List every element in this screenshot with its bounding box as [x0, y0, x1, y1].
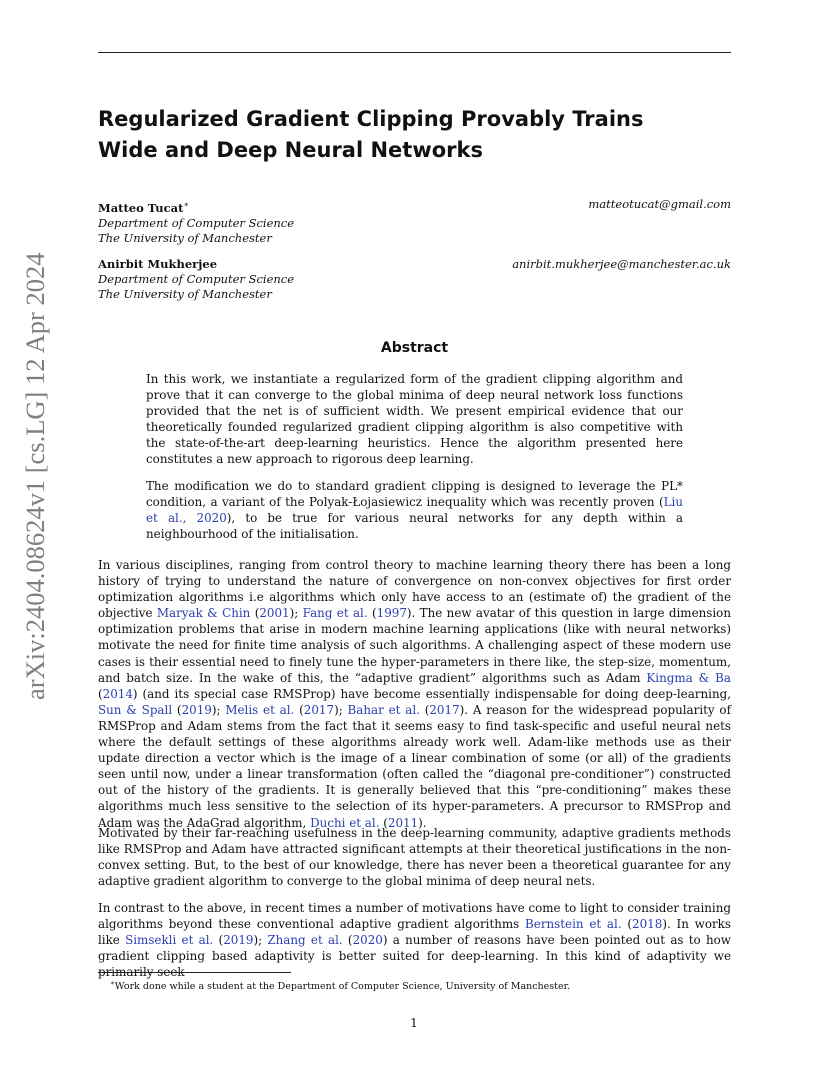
citation-link[interactable]: 1997 [376, 606, 407, 621]
paragraph-text: Motivated by their far-reaching usefulness in the deep-learning community, adaptive gradients methods like RMSProp and Adam have attracted significant attempts at their theoretical justifications in the non-convex setting. But, to the best of our knowledge, there has never been a theoretical guarantee for any adaptive gradient algorithm to converge to the global minima of deep neural nets. [98, 826, 731, 889]
author-name: Anirbit Mukherjee [98, 257, 218, 271]
citation-link[interactable]: 2014 [102, 686, 133, 701]
citation-link[interactable]: Bahar et al. [347, 702, 420, 717]
paragraph-text: ) (and its special case RMSProp) have become essentially indispensable for doing deep-learning, [132, 686, 731, 701]
paragraph-text: ( [342, 933, 353, 948]
paragraph-text: ( [621, 917, 633, 932]
paragraph-text: ); [253, 933, 268, 948]
citation-link[interactable]: Zhang et al. [267, 933, 343, 948]
paragraph-text: ( [213, 933, 224, 948]
author-department: Department of Computer Science [98, 272, 295, 286]
paragraph-text: ) a number of reasons have been pointed out as to how gradient clipping based adaptivity is better suited for deep-learning. In this kind of adaptivity we primarily seek [98, 933, 731, 980]
footnote-rule [98, 972, 291, 973]
footnote-mark: ∗ [183, 200, 189, 209]
paragraph-text: ); [289, 606, 303, 621]
top-rule [98, 52, 731, 53]
citation-link[interactable]: Fang et al. [302, 606, 368, 621]
abstract-paragraph-1: In this work, we instantiate a regularized form of the gradient clipping algorithm and prove that it can converge to the global minima of deep neural network loss functions provided that the net is of sufficient width. We present empirical evidence that our theoretically founded regularized gradient clipping algorithm is also competitive with the state-of-the-art deep-learning heuristics. Hence the algorithm presented here constitutes a new approach to rigorous deep learning. [146, 372, 683, 467]
citation-link[interactable]: 2019 [181, 702, 212, 717]
abstract-heading: Abstract [380, 340, 449, 356]
citation-link[interactable]: 2001 [259, 606, 290, 621]
paragraph-text: ). The new avatar of this question in large dimension optimization problems that arise in modern machine learning applications (like with neural networks) motivate the need for finite time analysis of such algorithms. A challenging aspect of these modern use cases is their essential need to finely tune the hyper-parameters in there like, the step-size, momentum, and batch size. In the wake of this, the “adaptive gradient” algorithms such as Adam [98, 606, 731, 685]
page-number: 1 [410, 1016, 418, 1030]
author-institution: The University of Manchester [98, 230, 272, 245]
body-paragraph-1 [98, 557, 731, 831]
citation-link[interactable]: 2017 [303, 702, 335, 717]
abstract-paragraph-2: The modification we do to standard gradient clipping is designed to leverage the PL* condition, a variant of the Polyak-Łojasiewicz inequality which was recently proven (Liu et al., 2020), to be true for various neural networks for any depth within a neighbourhood of the initialisation. [146, 479, 683, 542]
paragraph-text: ( [250, 606, 260, 621]
paragraph-text: ); [211, 702, 226, 717]
citation-link[interactable]: Duchi et al. [310, 815, 380, 830]
paragraph-text: ( [419, 702, 430, 717]
citation-link[interactable]: Liu et al., 2020 [146, 495, 683, 526]
citation-link[interactable]: 2019 [223, 933, 254, 948]
author-email[interactable]: matteotucat@gmail.com [588, 197, 731, 211]
footnote: ∗Work done while a student at the Department of Computer Science, University of Manchester. [110, 979, 571, 993]
paragraph-text: ); [334, 702, 348, 717]
paragraph-text: In contrast to the above, in recent times a number of motivations have come to light to consider training algorithms beyond these conventional adaptive gradient algorithms [98, 901, 731, 932]
paragraph-text: ). A reason for the widespread popularity of RMSProp and Adam stems from the fact that it seems easy to find task-specific and useful neural nets where the default settings of these algorithms already work well. Adam-like methods use as their update direction a vector which is the image of a linear combination of some (or all) of the gradients seen until now, under a linear transformation (often called the “diagonal pre-conditioner”) constructed out of the history of the gradients. It is generally believed that this “pre-conditioning” makes these algorithms much less sensitive to the selection of its hyper-parameters. A precursor to RMSProp and Adam was the AdaGrad algorithm, [98, 702, 731, 830]
citation-link[interactable]: 2018 [632, 917, 663, 932]
citation-link[interactable]: 2020 [352, 933, 383, 948]
paragraph-text: ( [367, 606, 377, 621]
paragraph-text: ( [172, 702, 182, 717]
citation-link[interactable]: Simsekli et al. [125, 933, 214, 948]
paragraph-text: ( [379, 815, 388, 830]
citation-link[interactable]: Bernstein et al. [525, 917, 622, 932]
author-department: Department of Computer Science [98, 215, 295, 230]
body-paragraph-3 [98, 900, 731, 980]
body-paragraph-2 [98, 825, 731, 889]
author-block-2 [98, 257, 731, 302]
paragraph-text: In various disciplines, ranging from control theory to machine learning theory there has been a long history of trying to understand the nature of convergence on non-convex objectives for first order optimization algorithms i.e algorithms which only have access to an (estimate of) the gradient of the objective [98, 558, 731, 621]
citation-link[interactable]: Kingma & Ba [646, 670, 731, 685]
author-email[interactable]: anirbit.mukherjee@manchester.ac.uk [512, 257, 731, 271]
citation-link[interactable]: Melis et al. [225, 702, 295, 717]
citation-link[interactable]: Sun & Spall [98, 702, 173, 717]
author-name: Matteo Tucat∗ [98, 200, 189, 215]
paper-title: Regularized Gradient Clipping Provably Trains Wide and Deep Neural Networks [98, 107, 644, 162]
citation-link[interactable]: 2011 [387, 815, 419, 830]
arxiv-identifier: arXiv:2404.08624v1 [cs.LG] 12 Apr 2024 [20, 252, 50, 700]
author-institution: The University of Manchester [98, 287, 272, 301]
citation-link[interactable]: 2017 [429, 702, 460, 717]
paragraph-text: ). [418, 815, 427, 830]
author-block-1 [98, 197, 731, 246]
paragraph-text: ). In works like [98, 917, 731, 948]
paragraph-text: ( [294, 702, 304, 717]
footnote-mark: ∗ [110, 979, 115, 987]
citation-link[interactable]: Maryak & Chin [156, 606, 251, 621]
paragraph-text: ( [98, 686, 103, 701]
